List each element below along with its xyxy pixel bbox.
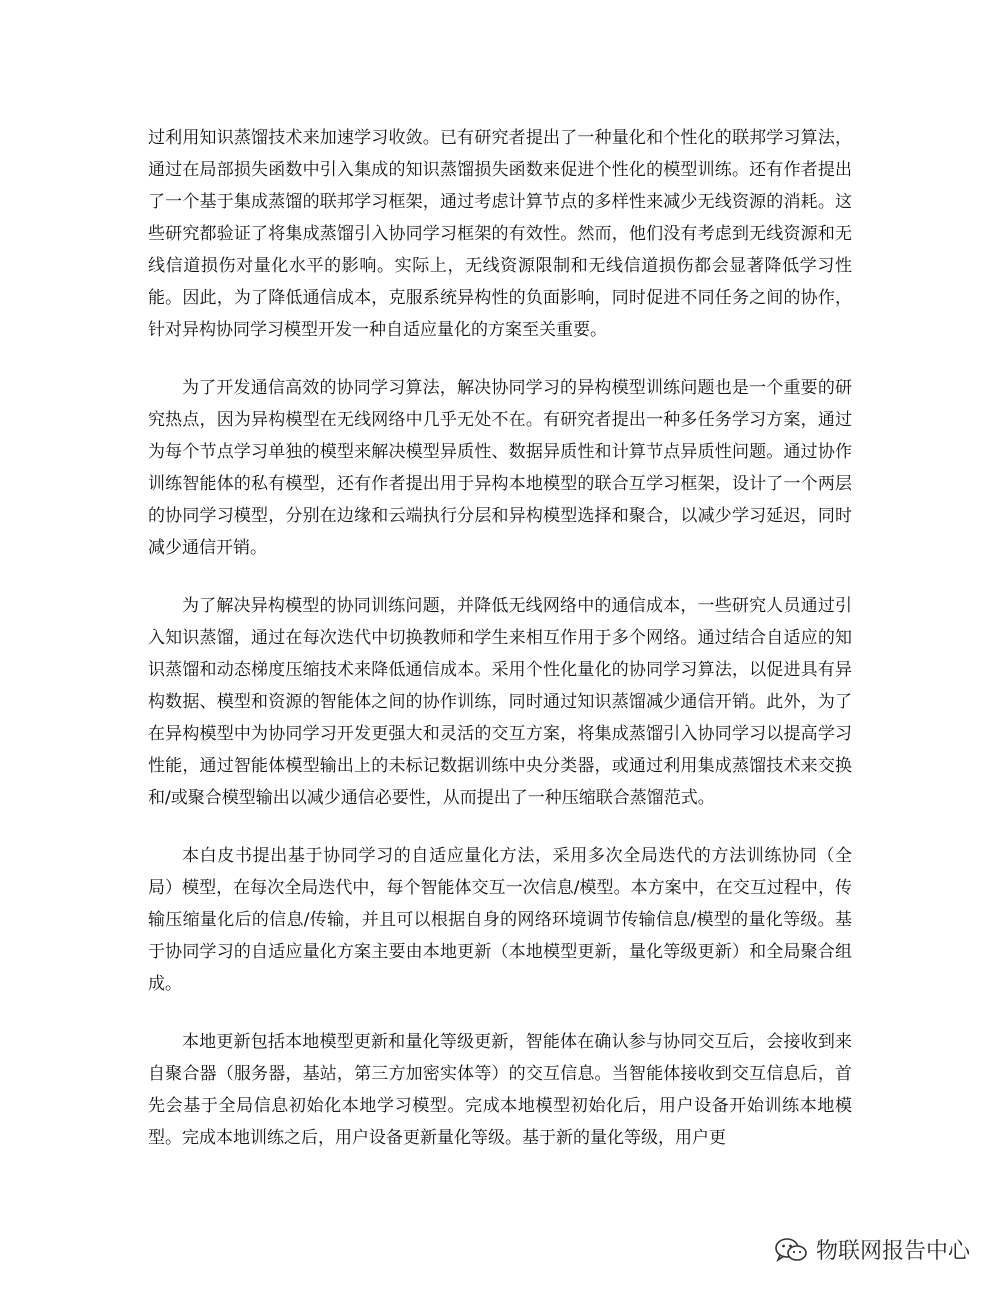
paragraph-1: 过利用知识蒸馏技术来加速学习收敛。已有研究者提出了一种量化和个性化的联邦学习算法，通过在局部损失函数中引入集成的知识蒸馏损失函数来促进个性化的模型训练。还有作者提出了一个基于集成蒸馏的联邦学习框架，通过考虑计算节点的多样性来减少无线资源的消耗。这些研究都验证了将集成蒸馏引入协同学习框架的有效性。然而，他们没有考虑到无线资源和无线信道损伤对量化水平的影响。实际上，无线资源限制和无线信道损伤都会显著降低学习性能。因此，为了降低通信成本，克服系统异构性的负面影响，同时促进不同任务之间的协作，针对异构协同学习模型开发一种自适应量化的方案至关重要。 <box>148 128 852 340</box>
wechat-icon <box>774 1236 808 1264</box>
paragraph-3: 为了解决异构模型的协同训练问题，并降低无线网络中的通信成本，一些研究人员通过引入知识蒸馏，通过在每次迭代中切换教师和学生来相互作用于多个网络。通过结合自适应的知识蒸馏和动态梯度压缩技术来降低通信成本。采用个性化量化的协同学习算法，以促进具有异构数据、模型和资源的智能体之间的协作训练，同时通过知识蒸馏减少通信开销。此外，为了在异构模型中为协同学习开发更强大和灵活的交互方案，将集成蒸馏引入协同学习以提高学习性能，通过智能体模型输出上的未标记数据训练中央分类器，或通过利用集成蒸馏技术来交换和/或聚合模型输出以减少通信必要性，从而提出了一种压缩联合蒸馏范式。 <box>148 596 852 808</box>
paragraph-5: 本地更新包括本地模型更新和量化等级更新，智能体在确认参与协同交互后，会接收到来自聚合器（服务器，基站，第三方加密实体等）的交互信息。当智能体接收到交互信息后，首先会基于全局信息初始化本地学习模型。完成本地模型初始化后，用户设备开始训练本地模型。完成本地训练之后，用户设备更新量化等级。基于新的量化等级，用户更 <box>148 1032 852 1148</box>
paragraph-2: 为了开发通信高效的协同学习算法，解决协同学习的异构模型训练问题也是一个重要的研究热点，因为异构模型在无线网络中几乎无处不在。有研究者提出一种多任务学习方案，通过为每个节点学习单独的模型来解决模型异质性、数据异质性和计算节点异质性问题。通过协作训练智能体的私有模型，还有作者提出用于异构本地模型的联合互学习框架，设计了一个两层的协同学习模型，分别在边缘和云端执行分层和异构模型选择和聚合，以减少学习延迟，同时减少通信开销。 <box>148 378 852 558</box>
watermark-text: 物联网报告中心 <box>815 1239 970 1264</box>
paragraph-4: 本白皮书提出基于协同学习的自适应量化方法，采用多次全局迭代的方法训练协同（全局）模型，在每次全局迭代中，每个智能体交互一次信息/模型。本方案中，在交互过程中，传输压缩量化后的信息/传输，并且可以根据自身的网络环境调节传输信息/模型的量化等级。基于协同学习的自适应量化方案主要由本地更新（本地模型更新，量化等级更新）和全局聚合组成。 <box>148 846 852 994</box>
watermark <box>774 1234 970 1265</box>
document-body <box>148 122 852 1180</box>
